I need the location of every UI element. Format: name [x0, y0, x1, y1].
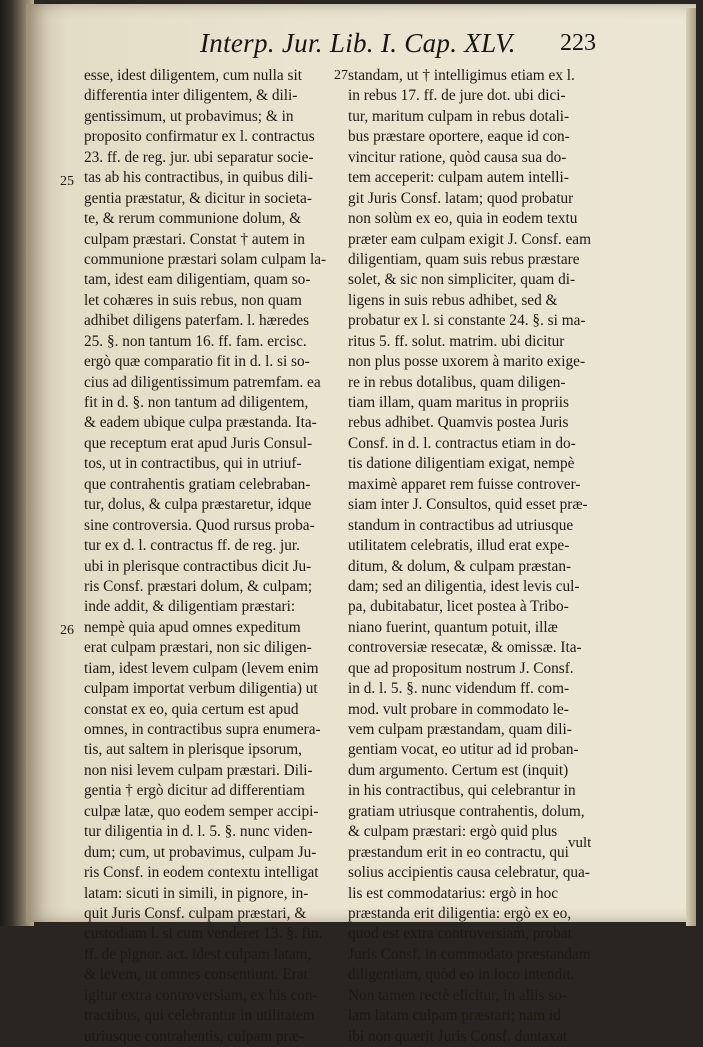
- text-line: ff. de pignor. act. idest culpam latam,: [84, 945, 312, 963]
- margin-number-26: 26: [60, 623, 74, 638]
- text-line: ritus 5. ff. solut. matrim. ubi dicitur: [348, 332, 565, 350]
- text-line: culpam præstari. Constat † autem in: [84, 230, 305, 248]
- text-line: solius accipientis causa celebratur, qua-: [348, 864, 590, 882]
- text-line: gentia præstatur, & dicitur in societa-: [84, 189, 312, 207]
- text-line: tem acceperit: culpam autem intelli-: [348, 169, 569, 187]
- text-line: communione præstari solam culpam la-: [84, 250, 327, 268]
- text-line: mod. vult probare in commodato le-: [348, 700, 569, 718]
- text-line: tam, idest eam diligentiam, quam so-: [84, 271, 311, 289]
- text-line: præstanda erit diligentia: ergò ex eo,: [348, 904, 572, 922]
- text-line: tiam illam, quam maritus in propriis: [348, 394, 569, 411]
- text-line: in d. l. 5. §. nunc videndum ff. com-: [348, 680, 570, 698]
- text-line: controversiæ resecatæ, & omissæ. Ita-: [348, 639, 582, 657]
- text-line: standum in contractibus ad utriusque: [348, 516, 574, 534]
- text-line: in rebus 17. ff. de jure dot. ubi dici-: [348, 87, 566, 105]
- text-line: que contrahentis gratiam celebraban-: [84, 475, 311, 493]
- text-line: tiam, idest levem culpam (levem enim: [84, 659, 319, 677]
- text-line: solet, & sic non simpliciter, quam di-: [348, 271, 576, 289]
- text-line: 25. §. non tantum 16. ff. fam. ercisc.: [84, 332, 307, 350]
- text-line: culpam importat verbum diligentia) ut: [84, 680, 318, 698]
- text-line: lam latam culpam præstari; nam id: [348, 1007, 561, 1025]
- text-line: latam: sicuti in simili, in pignore, in-: [84, 884, 309, 902]
- text-line: & eadem ubique culpa præstanda. Ita-: [84, 414, 317, 432]
- text-line: tractibus, qui celebrantur in utilitatem: [84, 1007, 315, 1025]
- text-line: ligens in suis rebus adhibet, sed &: [348, 291, 558, 309]
- text-line: probatur ex l. si constante 24. §. si ma-: [348, 312, 586, 330]
- text-line: diligentiam, quam suis rebus præstare: [348, 250, 580, 268]
- text-line: vincitur ratione, quòd causa sua do-: [348, 148, 567, 166]
- text-line: proposito confirmatur ex l. contractus: [84, 128, 315, 146]
- text-line: custodiam l. si cum venderet 13. §. fin.: [84, 925, 323, 943]
- text-line: non plus posse uxorem à marito exige-: [348, 353, 586, 371]
- text-line: utriusque contrahentis, culpam præ-: [84, 1027, 305, 1045]
- text-line: non solùm ex eo, quia in eodem textu: [348, 210, 578, 228]
- text-line: Non tamen rectè elicitur, in aliis so-: [348, 986, 567, 1004]
- text-line: ergò quæ comparatio fit in d. l. si so-: [84, 353, 310, 371]
- text-line: igitur extra controversiam, ex his con-: [84, 986, 318, 1004]
- text-line: dam; sed an diligentia, idest levis cul-: [348, 577, 580, 595]
- page-edge: [686, 8, 696, 926]
- text-line: præter eam culpam exigit J. Consf. eam: [348, 230, 591, 248]
- text-line: niano fuerint, quantum potuit, illæ: [348, 618, 558, 636]
- running-title: Interp. Jur. Lib. I. Cap. XLV.: [200, 28, 516, 58]
- text-line: tur, maritum culpam in rebus dotali-: [348, 107, 570, 125]
- text-line: dum argumento. Certum est (inquit): [348, 761, 569, 779]
- text-line: lis est commodatarius: ergò in hoc: [348, 884, 559, 902]
- text-line: siam inter J. Consultos, quid esset præ-: [348, 496, 588, 514]
- left-text-column: [84, 66, 337, 1047]
- text-line: ris Consf. in eodem contextu intelligat: [84, 864, 319, 882]
- text-line: standam, ut † intelligimus etiam ex l.: [348, 67, 575, 84]
- text-line: dum; cum, ut probavimus, culpam Ju-: [84, 843, 317, 861]
- text-line: tis, aut saltem in plerisque ipsorum,: [84, 741, 302, 759]
- text-line: inde addit, & diligentiam præstari:: [84, 598, 296, 616]
- text-line: culpæ latæ, quo eodem semper accipi-: [84, 802, 319, 820]
- text-line: vem culpam præstandam, quam dili-: [348, 721, 572, 738]
- text-line: sine controversia. Quod rursus proba-: [84, 516, 315, 534]
- text-line: que receptum erat apud Juris Consul-: [84, 434, 313, 452]
- margin-number-27: 27: [334, 68, 348, 83]
- text-line: ibi non quærit Juris Consf. duntaxat: [348, 1027, 568, 1045]
- text-line: que ad propositum nostrum J. Consf.: [348, 659, 574, 677]
- text-line: pa, dubitabatur, licet postea à Tribo-: [348, 598, 569, 616]
- text-line: differentia inter diligentem, & dili-: [84, 87, 298, 105]
- text-line: let cohæres in suis rebus, non quam: [84, 291, 302, 309]
- text-line: ditum, & dolum, & culpam præstan-: [348, 557, 572, 575]
- text-line: esse, idest diligentem, cum nulla sit: [84, 67, 302, 84]
- text-line: omnes, in contractibus supra enumera-: [84, 721, 321, 738]
- text-line: fit in d. §. non tantum ad diligentem,: [84, 394, 309, 411]
- text-line: præstandum erit in eo contractu, qui: [348, 843, 569, 861]
- text-line: git Juris Consf. latam; quod probatur: [348, 189, 574, 207]
- text-line: maximè apparet rem fuisse controver-: [348, 475, 581, 493]
- text-line: utilitatem celebratis, illud erat expe-: [348, 537, 570, 555]
- text-line: adhibet diligens paterfam. l. hæredes: [84, 312, 310, 330]
- text-line: nempè quia apud omnes expeditum: [84, 618, 301, 636]
- text-line: gentissimum, ut probavimus; & in: [84, 107, 294, 125]
- catchword: vult: [568, 835, 592, 851]
- text-line: constat ex eo, quia certum est apud: [84, 700, 299, 718]
- text-line: rebus adhibet. Quamvis postea Juris: [348, 414, 569, 432]
- text-line: quod est extra controversiam, probat: [348, 925, 572, 943]
- text-line: Juris Consf. in commodato præstandam: [348, 945, 591, 963]
- text-line: cius ad diligentissimum patremfam. ea: [84, 373, 321, 391]
- text-line: re in rebus dotalibus, quam diligen-: [348, 373, 566, 391]
- text-line: Consf. in d. l. contractus etiam in do-: [348, 434, 576, 452]
- text-line: non nisi levem culpam præstari. Dili-: [84, 761, 313, 779]
- text-line: erat culpam præstari, non sic diligen-: [84, 639, 312, 657]
- margin-number-25: 25: [60, 174, 74, 189]
- text-line: te, & rerum communione dolum, &: [84, 210, 302, 228]
- text-line: tur, dolus, & culpa præstaretur, idque: [84, 496, 312, 514]
- text-line: & culpam præstari: ergò quid plus: [348, 823, 558, 841]
- page-number: 223: [560, 30, 596, 56]
- text-line: gentia † ergò dicitur ad differentiam: [84, 782, 305, 800]
- text-line: tur diligentia in d. l. 5. §. nunc viden-: [84, 823, 313, 841]
- text-line: bus præstare oportere, eaque id con-: [348, 128, 570, 146]
- text-line: quit Juris Consf. culpam præstari, &: [84, 904, 307, 922]
- text-line: gentiam vocat, eo utitur ad id proban-: [348, 741, 579, 759]
- text-line: tos, ut in contractibus, qui in utriuf-: [84, 455, 302, 473]
- text-line: gratiam utriusque contrahentis, dolum,: [348, 802, 585, 820]
- text-line: diligentiam, quòd eo in loco intendit.: [348, 966, 575, 984]
- text-line: tas ab his contractibus, in quibus dili-: [84, 169, 313, 187]
- text-line: tur ex d. l. contractus ff. de reg. jur.: [84, 537, 300, 555]
- text-line: in his contractibus, qui celebrantur in: [348, 782, 576, 800]
- text-line: ris Consf. præstari dolum, & culpam;: [84, 577, 313, 595]
- text-line: tis datione diligentiam exigat, nempè: [348, 455, 575, 473]
- text-line: & levem, ut omnes consentiunt. Erat: [84, 966, 308, 984]
- text-line: 23. ff. de reg. jur. ubi separatur socie-: [84, 148, 314, 166]
- text-line: ubi in plerisque contractibus dicit Ju-: [84, 557, 312, 575]
- right-text-column: [348, 66, 650, 1047]
